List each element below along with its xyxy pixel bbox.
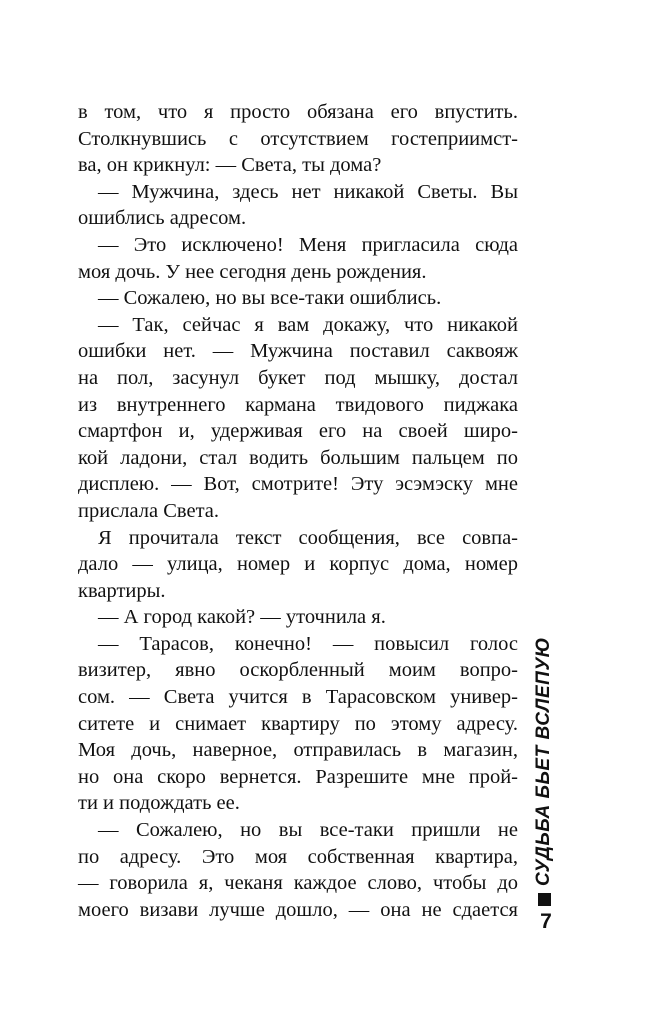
text-line: — А город какой? — уточнила я. xyxy=(98,606,386,629)
text-line: Столкнувшись с отсутствием гостеприимст- xyxy=(78,127,518,150)
body-text xyxy=(78,99,518,923)
running-title xyxy=(528,637,560,887)
text-line: квартиры. xyxy=(78,579,166,602)
text-line: — говорила я, чеканя каждое слово, чтобы до xyxy=(78,872,518,895)
text-line: ошибки нет. — Мужчина поставил саквояж xyxy=(78,340,518,363)
text-line: моя дочь. У нее сегодня день рождения. xyxy=(78,260,427,283)
text-line: ва, он крикнул: — Света, ты дома? xyxy=(78,154,382,177)
text-line: — Сожалею, но вы все-таки ошиблись. xyxy=(98,287,442,310)
running-title-text: СУДЬБА БЬЕТ ВСЛЕПУЮ xyxy=(533,637,554,887)
text-line: прислала Света. xyxy=(78,499,220,522)
text-line: дало — улица, номер и корпус дома, номер xyxy=(78,553,518,576)
square-marker-icon xyxy=(538,893,551,906)
text-line: сом. — Света учится в Тарасовском универ- xyxy=(78,686,518,709)
text-line: по адресу. Это моя собственная квартира, xyxy=(78,845,518,868)
text-line: дисплею. — Вот, смотрите! Эту эсэмэску мне xyxy=(78,473,518,496)
text-line: ситете и снимает квартиру по этому адресу. xyxy=(78,712,518,735)
text-line: смартфон и, удерживая его на своей широ- xyxy=(78,420,518,443)
text-line: визитер, явно оскорбленный моим вопро- xyxy=(78,659,518,682)
page-number: 7 xyxy=(540,910,552,933)
text-line: — Тарасов, конечно! — повысил голос xyxy=(98,632,518,655)
text-line: ошиблись адресом. xyxy=(78,207,247,230)
text-line: из внутреннего кармана твидового пиджака xyxy=(78,393,518,416)
text-line: кой ладони, стал водить большим пальцем по xyxy=(78,446,518,469)
text-line: на пол, засунул букет под мышку, достал xyxy=(78,366,518,389)
text-line: в том, что я просто обязана его впустить. xyxy=(78,101,518,123)
text-line: Я прочитала текст сообщения, все совпа- xyxy=(98,526,518,549)
text-line: — Сожалею, но вы все-таки пришли не xyxy=(98,819,518,842)
text-line: ти и подождать ее. xyxy=(78,792,240,815)
text-line: но она скоро вернется. Разрешите мне прой- xyxy=(78,765,518,788)
text-line: моего визави лучше дошло, — она не сдается xyxy=(78,898,518,921)
text-line: Моя дочь, наверное, отправилась в магазин, xyxy=(78,739,518,762)
text-line: — Так, сейчас я вам докажу, что никакой xyxy=(98,313,518,336)
text-line: — Мужчина, здесь нет никакой Светы. Вы xyxy=(98,180,518,203)
text-line: — Это исключено! Меня пригласила сюда xyxy=(98,233,518,256)
